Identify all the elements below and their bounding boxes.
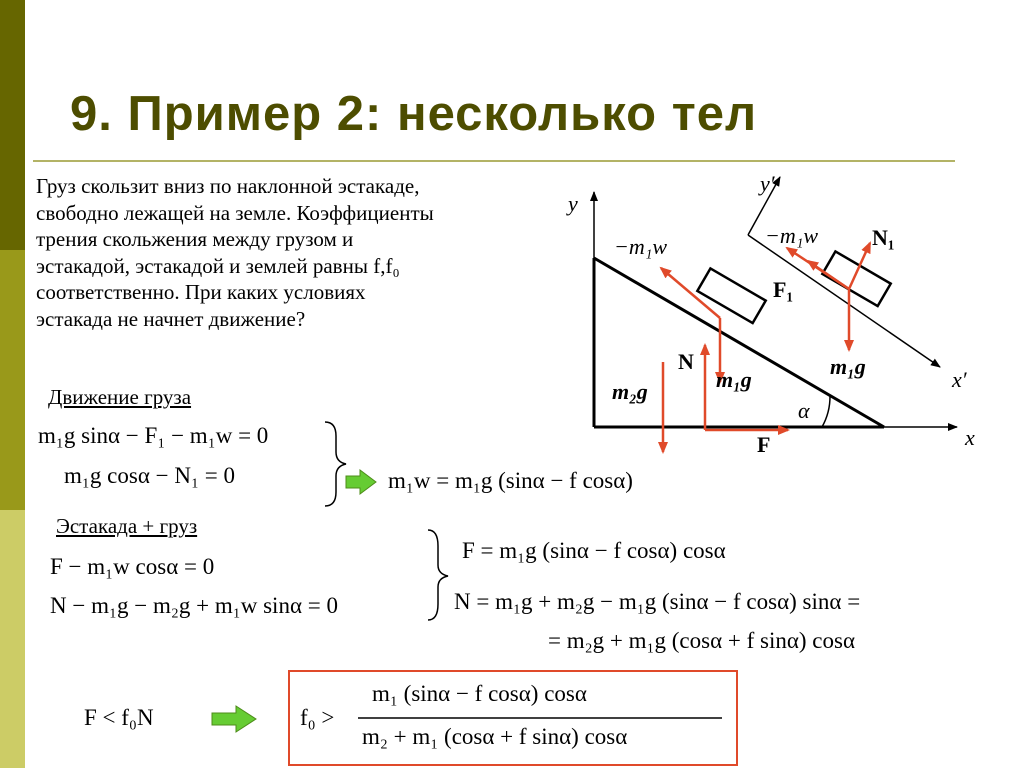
label-inertial-left: −m₁w: [614, 234, 668, 259]
block-on-incline: [697, 268, 765, 323]
label-x-prime: x′: [952, 367, 967, 392]
arrow-right-icon: [212, 706, 256, 732]
label-m1g-left: m₁g: [716, 367, 752, 392]
label-N: N: [678, 349, 694, 374]
equation-1: m₁g sinα − F₁ − m₁w = 0: [38, 423, 269, 448]
angle-arc: [822, 396, 830, 427]
problem-line: соответственно. При каких условиях: [36, 280, 366, 305]
problem-line: эстакадой, эстакадой и землей равны f,f₀: [36, 253, 400, 278]
equation-8: = m₂g + m₁g (cosα + f sinα) cosα: [548, 628, 856, 653]
label-F1: F₁: [773, 277, 794, 302]
equation-7: N = m₁g + m₂g − m₁g (sinα − f cosα) sinα =: [454, 589, 861, 614]
answer-denominator: m₂ + m₁ (cosα + f sinα) cosα: [362, 724, 628, 749]
answer-lhs: f₀ >: [300, 705, 335, 730]
label-y: y: [568, 191, 578, 216]
arrow-right-icon: [346, 470, 376, 494]
problem-line: трения скольжения между грузом и: [36, 227, 354, 252]
label-alpha: α: [798, 398, 810, 423]
equation-4: F − m₁w cosα = 0: [50, 554, 215, 579]
equation-2: m₁g cosα − N₁ = 0: [64, 463, 235, 488]
answer-numerator: m₁ (sinα − f cosα) cosα: [372, 681, 587, 706]
label-x: x: [965, 425, 975, 450]
label-m2g: m₂g: [612, 379, 648, 404]
label-F: F: [757, 432, 771, 457]
slide-title: 9. Пример 2: несколько тел: [70, 87, 758, 141]
problem-line: Груз скользит вниз по наклонной эстакаде,: [36, 174, 420, 198]
equation-3: m₁w = m₁g (sinα − f cosα): [388, 468, 633, 493]
force-arrow-inertial-left: [661, 268, 720, 318]
force-arrow-N1: [849, 243, 870, 289]
equation-6: F = m₁g (sinα − f cosα) cosα: [462, 538, 726, 563]
label-inertial-right: −m₁w: [765, 223, 819, 248]
label-m1g-right: m₁g: [830, 354, 866, 379]
label-y-prime: y′: [760, 171, 775, 196]
brace-system-1: [325, 422, 346, 506]
brace-system-2: [428, 530, 448, 620]
problem-line: эстакада не начнет движение?: [36, 306, 306, 331]
section-heading-load-motion: Движение груза: [48, 385, 192, 409]
problem-line: свободно лежащей на земле. Коэффициенты: [36, 200, 434, 225]
condition-inequality: F < f₀N: [84, 705, 154, 730]
equation-5: N − m₁g − m₂g + m₁w sinα = 0: [50, 593, 338, 618]
label-N1: N₁: [872, 225, 895, 250]
section-heading-trestle-load: Эстакада + груз: [56, 514, 198, 538]
